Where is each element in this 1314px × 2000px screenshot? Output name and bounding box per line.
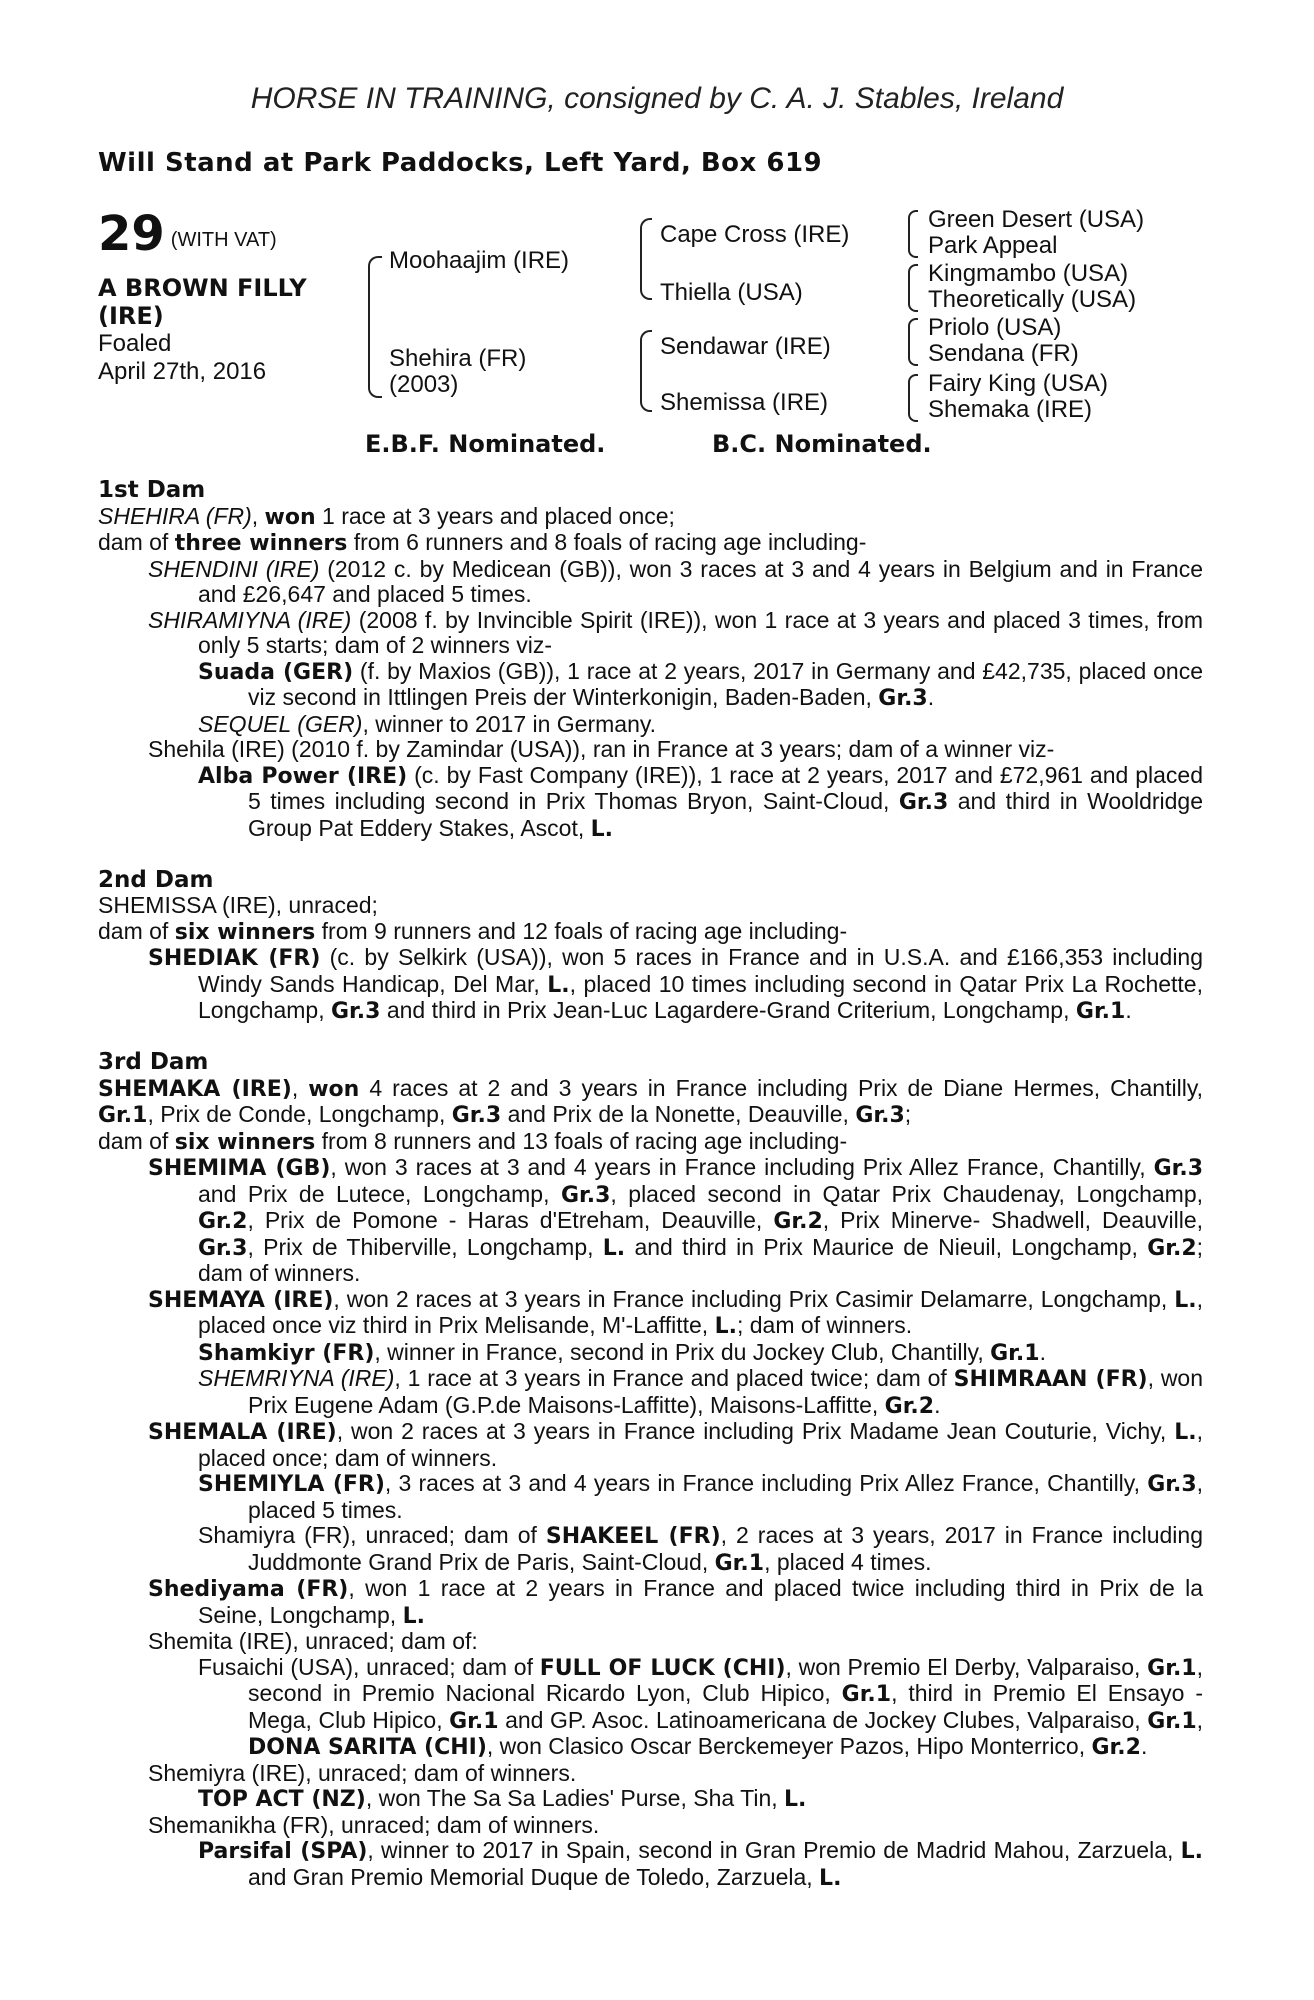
ebf-nomination: E.B.F. Nominated.	[365, 430, 606, 458]
produce-entry: Fusaichi (USA), unraced; dam of FULL OF LUCK (CHI), won Premio El Derby, Valparaiso, Gr.1, second in Premio Nacional Ricardo Lyon, Club Hipico, Gr.1, third in Premio El Ensayo - Mega, Club Hipico, Gr.1 and GP. Asoc. Latinoamericana de Jockey Clubes, Valparaiso, Gr.1, DONA SARITA (CHI), won Clasico Oscar Berckemeyer Pazos, Hipo Monterrico, Gr.2.	[198, 1653, 1204, 1760]
pedigree-dam-dam: Shemissa (IRE)	[660, 389, 829, 416]
foaled-date: April 27th, 2016	[98, 358, 267, 385]
produce-entry: SHEDIAK (FR) (c. by Selkirk (USA)), won 5 races in France and in U.S.A. and £166,353 including Windy Sands Handicap, Del Mar, L., placed 10 times including second in Qatar Prix La Rochette, Longchamp, Gr.3 and third in Prix Jean-Luc Lagardere-Grand Criterium, Longchamp, Gr.1.	[148, 944, 1204, 1024]
pedigree-ggp: Green Desert (USA)	[928, 206, 1145, 233]
bc-nomination: B.C. Nominated.	[712, 430, 932, 458]
pedigree-bracket	[908, 210, 918, 258]
dam-produce: dam of six winners from 9 runners and 12 foals of racing age including-	[98, 917, 848, 945]
pedigree-ggp: Kingmambo (USA)	[928, 260, 1129, 287]
first-dam-heading: 1st Dam	[98, 477, 206, 503]
pedigree-bracket	[640, 330, 652, 412]
produce-entry: SEQUEL (GER), winner to 2017 in Germany.	[198, 710, 657, 737]
pedigree-dam-sire: Sendawar (IRE)	[660, 333, 831, 360]
pedigree-ggp: Shemaka (IRE)	[928, 396, 1093, 423]
produce-entry: SHEMIMA (GB), won 3 races at 3 and 4 years in France including Prix Allez France, Chantilly, Gr.3 and Prix de Lutece, Longchamp, Gr.3, placed second in Qatar Prix Chaudenay, Longchamp, Gr.2, Prix de Pomone - Haras d'Etreham, Deauville, Gr.2, Prix Minerve- Shadwell, Deauville, Gr.3, Prix de Thiberville, Longchamp, L. and third in Prix Maurice de Nieuil, Longchamp, Gr.2; dam of winners.	[148, 1154, 1204, 1286]
third-dam-section	[98, 1050, 1203, 1891]
stand-location: Will Stand at Park Paddocks, Left Yard, Box 619	[98, 148, 823, 178]
lot-number: 29	[98, 206, 165, 262]
lot-heading	[98, 206, 358, 262]
dam-summary: SHEMISSA (IRE), unraced;	[98, 892, 378, 918]
produce-entry: SHEMRIYNA (IRE), 1 race at 3 years in France and placed twice; dam of SHIMRAAN (FR), won Prix Eugene Adam (G.P.de Maisons-Laffitte), Maisons-Laffitte, Gr.2.	[198, 1365, 1204, 1419]
dam-produce: dam of three winners from 6 runners and 8 foals of racing age including-	[98, 529, 867, 556]
produce-entry: Shemita (IRE), unraced; dam of:	[148, 1628, 478, 1654]
lot-description-line: A BROWN FILLY	[98, 274, 307, 302]
lot-description-line: (IRE)	[98, 302, 164, 330]
produce-entry: Shamiyra (FR), unraced; dam of SHAKEEL (FR), 2 races at 3 years, 2017 in France including Juddmonte Grand Prix de Paris, Saint-Cloud, Gr.1, placed 4 times.	[198, 1522, 1203, 1576]
dam-summary: SHEHIRA (FR), won 1 race at 3 years and placed once;	[98, 502, 675, 530]
pedigree-bracket	[908, 264, 918, 312]
lot-info	[98, 206, 358, 386]
dam-summary: SHEMAKA (IRE), won 4 races at 2 and 3 years in France including Prix de Diane Hermes, Chantilly, Gr.1, Prix de Conde, Longchamp, Gr.3 and Prix de la Nonette, Deauville, Gr.3;	[98, 1074, 1204, 1128]
produce-entry: Suada (GER) (f. by Maxios (GB)), 1 race at 2 years, 2017 in Germany and £42,735, placed once viz second in Ittlingen Preis der Winterkonigin, Baden-Baden, Gr.3.	[198, 657, 1203, 711]
produce-entry: Shediyama (FR), won 1 race at 2 years in France and placed twice including third in Prix de la Seine, Longchamp, L.	[148, 1575, 1203, 1629]
vat-note: (WITH VAT)	[170, 229, 277, 251]
produce-entry: Shamkiyr (FR), winner in France, second in Prix du Jockey Club, Chantilly, Gr.1.	[198, 1338, 1046, 1366]
lot-description	[98, 274, 358, 330]
produce-entry: TOP ACT (NZ), won The Sa Sa Ladies' Purse, Sha Tin, L.	[198, 1785, 807, 1812]
produce-entry: Shemiyra (IRE), unraced; dam of winners.	[148, 1759, 577, 1786]
produce-entry: Parsifal (SPA), winner to 2017 in Spain, second in Gran Premio de Madrid Mahou, Zarzuela, L. and Gran Premio Memorial Duque de Toledo, Zarzuela, L.	[198, 1837, 1203, 1891]
produce-entry: Alba Power (IRE) (c. by Fast Company (IRE)), 1 race at 2 years, 2017 and £72,961 and placed 5 times including second in Prix Thomas Bryon, Saint-Cloud, Gr.3 and third in Wooldridge Group Pat Eddery Stakes, Ascot, L.	[198, 761, 1204, 842]
produce-entry: SHEMAYA (IRE), won 2 races at 3 years in France including Prix Casimir Delamarre, Longchamp, L., placed once viz third in Prix Melisande, M'-Laffitte, L.; dam of winners.	[148, 1285, 1204, 1339]
pedigree-bracket	[640, 218, 652, 300]
first-dam-section	[98, 478, 1203, 842]
pedigree-bracket	[908, 318, 918, 366]
pedigree-ggp: Sendana (FR)	[928, 340, 1079, 367]
pedigree-ggp: Fairy King (USA)	[928, 370, 1109, 397]
pedigree-dam: Shehira (FR)	[389, 345, 527, 372]
pedigree-ggp: Theoretically (USA)	[928, 286, 1137, 313]
pedigree-bracket	[368, 256, 382, 398]
page-title: HORSE IN TRAINING, consigned by C. A. J. Stables, Ireland	[250, 82, 1064, 115]
pedigree-dam-year: (2003)	[389, 371, 459, 398]
pedigree-sire-sire: Cape Cross (IRE)	[660, 221, 850, 248]
pedigree-sire: Moohaajim (IRE)	[389, 247, 570, 274]
produce-entry: Shemanikha (FR), unraced; dam of winners.	[148, 1811, 600, 1838]
produce-entry: SHEMALA (IRE), won 2 races at 3 years in France including Prix Madame Jean Couturie, Vichy, L., placed once; dam of winners.	[148, 1418, 1204, 1471]
produce-entry: SHIRAMIYNA (IRE) (2008 f. by Invincible Spirit (IRE)), won 1 race at 3 years and placed 3 times, from only 5 starts; dam of 2 winners viz-	[148, 606, 1204, 658]
produce-entry: SHENDINI (IRE) (2012 c. by Medicean (GB)), won 3 races at 3 and 4 years in Belgium and in France and £26,647 and placed 5 times.	[148, 555, 1203, 607]
dam-produce: dam of six winners from 8 runners and 13 foals of racing age including-	[98, 1127, 848, 1155]
catalogue-body	[98, 478, 1203, 1917]
produce-entry: Shehila (IRE) (2010 f. by Zamindar (USA)), ran in France at 3 years; dam of a winner viz-	[148, 736, 1055, 762]
pedigree-bracket	[908, 374, 918, 422]
pedigree-ggp: Park Appeal	[928, 232, 1058, 259]
second-dam-heading: 2nd Dam	[98, 866, 214, 893]
pedigree-sire-dam: Thiella (USA)	[660, 279, 803, 306]
produce-entry: SHEMIYLA (FR), 3 races at 3 and 4 years in France including Prix Allez France, Chantilly, Gr.3, placed 5 times.	[198, 1470, 1204, 1523]
third-dam-heading: 3rd Dam	[98, 1049, 209, 1075]
second-dam-section	[98, 868, 1203, 1025]
foaled-label: Foaled	[98, 330, 172, 357]
pedigree-ggp: Priolo (USA)	[928, 314, 1062, 341]
